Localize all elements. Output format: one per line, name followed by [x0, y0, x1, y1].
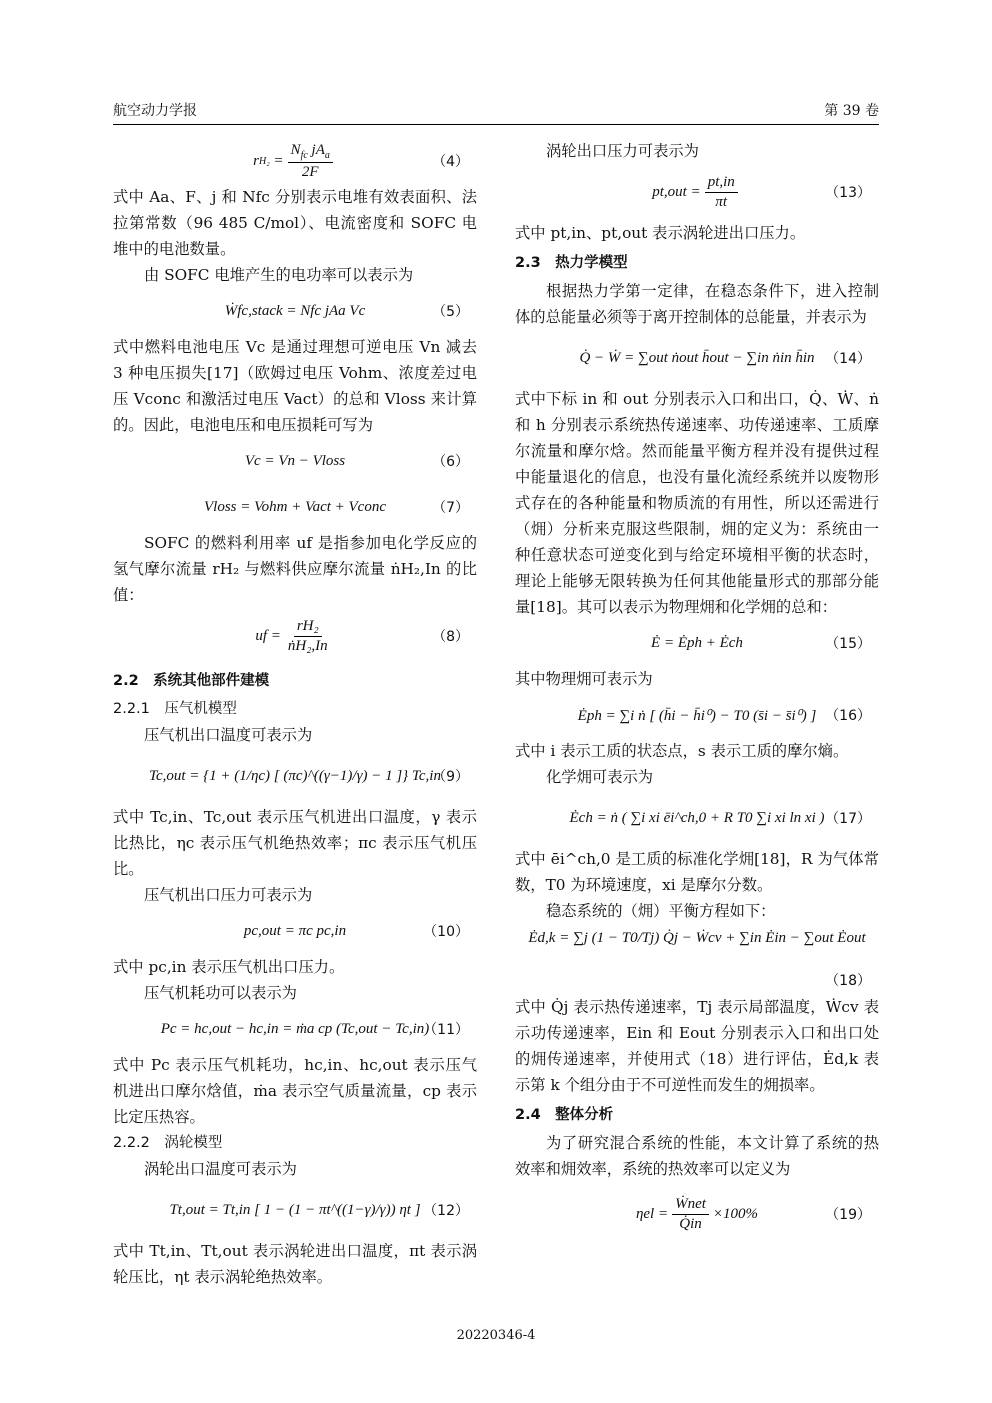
paragraph: 式中 i 表示工质的状态点，s 表示工质的摩尔熵。: [515, 742, 849, 760]
paragraph: 式中 pc,in 表示压气机出口压力。: [113, 958, 345, 976]
paragraph: 式中 pt,in、pt,out 表示涡轮进出口压力。: [515, 224, 806, 242]
paragraph: SOFC 的燃料利用率 uf 是指参加电化学反应的氢气摩尔流量 rH₂ 与燃料供应摩尔流量 ṅH₂,In 的比值：: [113, 534, 477, 604]
section-heading: 2.4 整体分析: [515, 1107, 614, 1123]
equation-13: pt,out = $\frac{pt,in}{\pi t}$ （13）: [652, 173, 871, 210]
paragraph: 式中燃料电池电压 Vc 是通过理想可逆电压 Vn 减去 3 种电压损失[17]（欧姆过电压 Vohm、浓度差过电压 Vconc 和激活过电压 Vact）的总和 Vloss 来计算的。因此，电池电压和电压损耗可写为: [113, 338, 477, 434]
paragraph: 其中物理㶲可表示为: [515, 670, 653, 688]
equation-18: Ėd,k = ∑j (1 − T0/Tj) Q̇j − Ẇcv + ∑in Ėin − ∑out Ėout （18）: [528, 930, 871, 989]
equation-12: Tt,out = Tt,in [ 1 − (1 − πt^((1−γ)/γ)) ηt ] （12）: [169, 1201, 469, 1219]
paragraph: 式中 Pc 表示压气机耗功，hc,in、hc,out 表示压气机进出口摩尔焓值，ṁa 表示空气质量流量，cp 表示比定压热容。: [113, 1056, 477, 1126]
equation-19: ηel = $\frac{\text{Ẇnet}}{Q̇in}$ ×100% （19）: [635, 1195, 871, 1232]
journal-name: 航空动力学报: [113, 103, 197, 119]
paragraph: 涡轮出口压力可表示为: [546, 142, 699, 160]
paragraph: 式中 Q̇j 表示热传递速率，Tj 表示局部温度，Ẇcv 表示功传递速率，Ein 和 Eout 分别表示入口和出口处的㶲传递速率，并使用式（18）进行评估，Ėd,k 表示第 k 个组分由于不可逆性而发生的㶲损率。: [515, 998, 879, 1094]
header-rule: [113, 124, 879, 125]
equation-17: Ėch = ṅ ( ∑i xi ēi^ch,0 + R T0 ∑i xi ln xi ) （17）: [569, 809, 871, 827]
section-heading: 2.2 系统其他部件建模: [113, 673, 270, 689]
equation-10: pc,out = πc pc,in （10）: [243, 922, 469, 940]
paragraph: 稳态系统的（㶲）平衡方程如下：: [546, 902, 776, 920]
paragraph: 为了研究混合系统的性能，本文计算了系统的热效率和㶲效率，系统的热效率可以定义为: [515, 1134, 879, 1178]
page-number: 20220346-4: [456, 1328, 536, 1343]
equation-15: Ė = Ėph + Ėch （15）: [651, 634, 871, 652]
paragraph: 化学㶲可表示为: [546, 768, 654, 786]
paragraph: 涡轮出口温度可表示为: [144, 1160, 297, 1178]
subsection-heading: 2.2.2 涡轮模型: [113, 1135, 223, 1151]
paragraph: 压气机耗功可以表示为: [144, 984, 297, 1002]
paragraph: 压气机出口压力可表示为: [144, 886, 313, 904]
equation-7: Vloss = Vohm + Vact + Vconc （7）: [203, 498, 469, 516]
paragraph: 根据热力学第一定律，在稳态条件下，进入控制体的总能量必须等于离开控制体的总能量，并表示为: [515, 282, 879, 326]
equation-11: Pc = hc,out − hc,in = ṁa cp (Tc,out − Tc,in) （11）: [160, 1020, 469, 1038]
paragraph: 式中下标 in 和 out 分别表示入口和出口，Q̇、Ẇ、ṅ 和 h 分别表示系统热传递速率、功传递速率、工质摩尔流量和摩尔焓。然而能量平衡方程并没有提供过程中能量退化的信息，也没有量化流经系统并以废物形式存在的各种能量和物质流的有用性，所以还需进行（㶲）分析来克服这些限制，㶲的定义为：系统由一种任意状态可逆变化到与给定环境相平衡的状态时，理论上能够无限转换为任何其他能量形式的那部分能量[18]。其可以表示为物理㶲和化学㶲的总和：: [515, 390, 879, 616]
paragraph: 式中 Tt,in、Tt,out 表示涡轮进出口温度，πt 表示涡轮压比，ηt 表示涡轮绝热效率。: [113, 1242, 477, 1286]
equation-6: Vc = Vn − Vloss （6）: [244, 452, 469, 470]
subsection-heading: 2.2.1 压气机模型: [113, 701, 237, 717]
equation-4: r H₂ = $\frac{N_{fc} jA_a}{2F}$ （4）: [253, 141, 469, 180]
paragraph: 式中 Aa、F、j 和 Nfc 分别表示电堆有效表面积、法拉第常数（96 485 C/mol）、电流密度和 SOFC 电堆中的电池数量。: [113, 188, 477, 258]
volume-number: 第 39 卷: [824, 103, 879, 119]
section-heading: 2.3 热力学模型: [515, 255, 628, 271]
paragraph: 压气机出口温度可表示为: [144, 726, 313, 744]
paragraph: 由 SOFC 电堆产生的电功率可以表示为: [144, 266, 414, 284]
equation-8: uf = $\frac{\text{rH₂}}{\text{ṅH₂,In}}$ （8）: [255, 617, 469, 654]
equation-5: Ẇfc,stack = Nfc jAa Vc （5）: [224, 302, 469, 320]
equation-14: Q̇ − Ẇ = ∑out ṅout h̄out − ∑in ṅin h̄in （14）: [579, 349, 871, 367]
left-column: [113, 138, 477, 1290]
paragraph: 式中 ēi^ch,0 是工质的标准化学㶲[18]，R 为气体常数，T0 为环境速度，xi 是摩尔分数。: [515, 850, 879, 894]
equation-9: Tc,out = {1 + (1/ηc) [ (πc)^((γ−1)/γ) − 1 ]} Tc,in （9）: [149, 767, 469, 785]
paragraph: 式中 Tc,in、Tc,out 表示压气机进出口温度，γ 表示比热比，ηc 表示压气机绝热效率；πc 表示压气机压比。: [113, 808, 477, 878]
equation-16: Ėph = ∑i ṅ [ (h̄i − h̄i⁰) − T0 (s̄i − s̄i⁰) ] （16）: [577, 707, 871, 724]
right-column: [515, 138, 879, 1246]
